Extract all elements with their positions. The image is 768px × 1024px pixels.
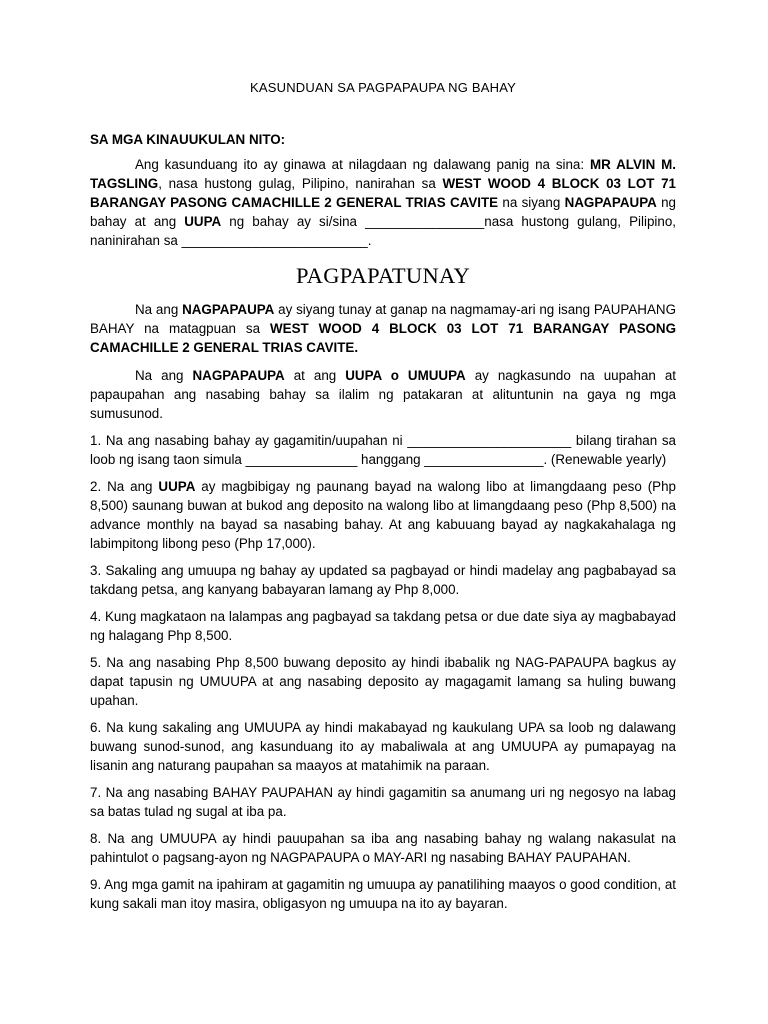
document-body xyxy=(90,78,676,913)
clause-2-bold: UUPA xyxy=(158,479,196,494)
para1-bold-1: NAGPAPAUPA xyxy=(182,302,275,317)
clause-9: 9. Ang mga gamit na ipahiram at gagamitin ng umuupa ay panatilihing maayos o good condition, at kung sakali man itoy masira, obligasyon ng umuupa na ito ay bayaran. xyxy=(90,877,676,911)
salutation: SA MGA KINAUUKULAN NITO: xyxy=(90,132,286,147)
para1-bold-2: WEST WOOD 4 BLOCK 03 LOT 71 BARANGAY PASONG CAMACHILLE 2 GENERAL TRIAS CAVITE. xyxy=(90,321,676,355)
para2-text-3: ay nagkasundo na uupahan at papaupahan ang nasabing bahay sa ilalim ng patakaran at alituntunin na gaya ng mga sumusunod. xyxy=(90,368,677,421)
clause-2 xyxy=(90,477,676,553)
lessee-role: UUPA xyxy=(184,214,222,229)
intro-text-4: ng bahay at ang xyxy=(90,195,676,229)
para2-bold-1: NAGPAPAUPA xyxy=(192,368,285,383)
section-heading: PAGPAPATUNAY xyxy=(295,263,471,288)
ownership-paragraph xyxy=(90,300,676,357)
para1-text-2: ay siyang tunay at ganap na nagmamay-ari ng isang PAUPAHANG BAHAY na matagpuan sa xyxy=(90,302,676,336)
intro-text-1: Ang kasunduang ito ay ginawa at nilagdaan ng dalawang panig na sina: xyxy=(135,157,590,172)
clause-7: 7. Na ang nasabing BAHAY PAUPAHAN ay hindi gagamitin sa anumang uri ng negosyo na labag sa batas tulad ng sugal at iba pa. xyxy=(90,785,676,819)
intro-text-3: na siyang xyxy=(498,195,565,210)
clause-6: 6. Na kung sakaling ang UMUUPA ay hindi makabayad ng kaukulang UPA sa loob ng dalawang buwang sunod-sunod, ang kasunduang ito ay mabaliwala at ang UMUUPA ay pumapayag na lisanin ang naturang paupahan sa maayos at matahimik na paraan. xyxy=(90,720,676,773)
agreement-paragraph xyxy=(90,366,676,423)
clause-5: 5. Na ang nasabing Php 8,500 buwang deposito ay hindi ibabalik ng NAG-PAPAUPA bagkus ay dapat tapusin ng UMUUPA at ang nasabing deposito ay magagamit lamang sa huling buwang upahan. xyxy=(90,655,676,708)
clause-3: 3. Sakaling ang umuupa ng bahay ay updated sa pagbayad or hindi madelay ang pagbabayad sa takdang petsa, ang kanyang babayaran lamang ay Php 8,000. xyxy=(90,563,676,597)
intro-text-5: ng bahay ay si/sina ________________nasa hustong gulang, Pilipino, naninirahan sa _________________________. xyxy=(90,214,676,248)
intro-paragraph xyxy=(90,155,676,250)
para2-bold-2: UUPA o UMUUPA xyxy=(345,368,466,383)
lessor-role: NAGPAPAUPA xyxy=(564,195,657,210)
clause-4: 4. Kung magkataon na lalampas ang pagbayad sa takdang petsa or due date siya ay magbabayad ng halagang Php 8,500. xyxy=(90,609,676,643)
para2-text-1: Na ang xyxy=(135,368,193,383)
clause-2-text-1: 2. Na ang xyxy=(90,479,159,494)
clause-2-text-2: ay magbibigay ng paunang bayad na walong libo at limangdaang peso (Php 8,500) saunang buwan at bukod ang deposito na walong libo at limangdaang peso (Php 8,500) na advance monthly na bayad sa nasabing bahay. At ang kabuuang bayad ay nagkakahalaga ng labimpitong libong peso (Php 17,000). xyxy=(90,479,676,551)
document-title: KASUNDUAN SA PAGPAPAUPA NG BAHAY xyxy=(250,80,516,95)
intro-text-2: , nasa hustong gulag, Pilipino, nanirahan sa xyxy=(158,176,443,191)
clause-8: 8. Na ang UMUUPA ay hindi pauupahan sa iba ang nasabing bahay ng walang nakasulat na pahintulot o pagsang-ayon ng NAGPAPAUPA o MAY-ARI ng nasabing BAHAY PAUPAHAN. xyxy=(90,831,676,865)
lessor-address: WEST WOOD 4 BLOCK 03 LOT 71 BARANGAY PASONG CAMACHILLE 2 GENERAL TRIAS CAVITE xyxy=(90,176,676,210)
lessor-name: MR ALVIN M. TAGSLING xyxy=(90,157,677,191)
para1-text-1: Na ang xyxy=(135,302,183,317)
para2-text-2: at ang xyxy=(284,368,346,383)
clause-1: 1. Na ang nasabing bahay ay gagamitin/uupahan ni ______________________ bilang tirahan sa loob ng isang taon simula _______________ hanggang ________________. (Renewable yearly) xyxy=(90,433,676,467)
